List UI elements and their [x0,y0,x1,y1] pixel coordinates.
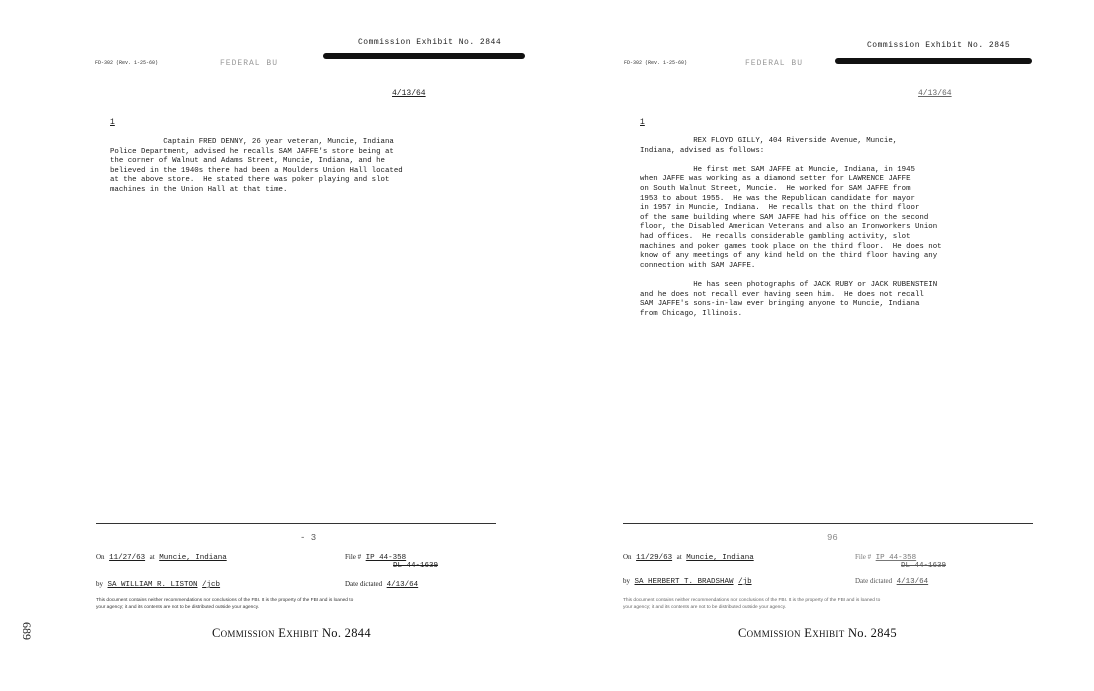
page-number: 1 [640,118,645,127]
agent-name: SA HERBERT T. BRADSHAW [634,578,734,586]
by-label: by [96,580,103,588]
exhibit-stamp: Commission Exhibit No. 2845 [867,41,1011,50]
footer-page-mark: - 3 [300,533,317,543]
stamp-redaction-bar [835,58,1032,64]
file-number-primary: IP 44-358 [365,554,407,562]
report-date: 4/13/64 [392,89,426,98]
interview-place: Muncie, Indiana [159,554,227,562]
date-dictated-block [345,580,418,589]
interview-date: 11/27/63 [109,554,146,562]
date-dictated-label: Date dictated [855,577,893,585]
date-dictated-value: 4/13/64 [896,578,929,586]
date-dictated-value: 4/13/64 [386,581,419,589]
caption-number: No. 2845 [847,626,897,640]
fbi-disclaimer: This document contains neither recommendations nor conclusions of the FBI. It is the property of the FBI and is loaned to your agency; it and its contents are not to be distributed outside your agency. [623,598,881,610]
page-number: 1 [110,118,115,127]
form-number: FD-302 (Rev. 1-25-60) [624,60,688,66]
report-body: REX FLOYD GILLY, 404 Riverside Avenue, Muncie, Indiana, advised as follows: He first met SAM JAFFE at Muncie, Indiana, in 1945 when JAFFE was working as a diamond setter for LAWRENCE JAFFE on South Walnut Street, Muncie. He worked for SAM JAFFE from 1953 to about 1955. He was the Republican candidate for mayor in 1957 in Muncie, Indiana. He recalls that on the third floor of the same building where SAM JAFFE had his office on the second floor, the Disabled American Veterans and also an Ironworkers Union had offices. He recalls considerable gambling activity, slot machines and poker games took place on the third floor. He does not know of any meetings of any kind held on the third floor having any connection with SAM JAFFE. He has seen photographs of JACK RUBY or JACK RUBENSTEIN and he does not recall ever having seen him. He does not recall SAM JAFFE's sons-in-law ever bringing anyone to Muncie, Indiana from Chicago, Illinois. [640,137,942,318]
caption-number: No. 2844 [321,626,371,640]
agent-initials: /jcb [202,581,221,589]
caption-title: Commission Exhibit [212,626,319,640]
exhibit-caption [738,626,897,641]
side-page-number: 689 [20,622,34,640]
faded-header: FEDERAL BU [745,59,804,68]
on-label: On [96,553,105,561]
file-label: File # [855,553,872,561]
date-dictated-block [855,577,928,586]
footer-divider [96,523,496,524]
interview-details-line [96,553,227,562]
footer-page-mark: 96 [827,533,838,543]
file-number-primary: IP 44-358 [875,554,917,562]
agent-line [623,577,752,586]
report-body: Captain FRED DENNY, 26 year veteran, Muncie, Indiana Police Department, advised he recalls SAM JAFFE's store being at the corner of Walnut and Adams Street, Muncie, Indiana, and he believed in the 1940s there had been a Moulders Union Hall located at the above store. He stated there was poker playing and slot machines in the Union Hall at that time. [110,138,403,194]
file-number-block [345,553,406,562]
form-number: FD-302 (Rev. 1-25-60) [95,60,159,66]
footer-divider [623,523,1033,524]
exhibit-caption [212,626,371,641]
file-label: File # [345,553,362,561]
fbi-disclaimer: This document contains neither recommendations nor conclusions of the FBI. It is the property of the FBI and is loaned to your agency; it and its contents are not to be distributed outside your agency. [96,598,354,610]
exhibit-page-2845 [540,0,1060,691]
file-number-secondary: DL 44-1639 [393,562,439,570]
caption-title: Commission Exhibit [738,626,845,640]
faded-header: FEDERAL BU [220,59,279,68]
agent-initials: /jb [738,578,752,586]
at-label: at [149,553,155,561]
exhibit-stamp: Commission Exhibit No. 2844 [358,38,502,47]
on-label: On [623,553,632,561]
report-date: 4/13/64 [918,89,952,98]
agent-name: SA WILLIAM R. LISTON [107,581,198,589]
interview-date: 11/29/63 [636,554,673,562]
at-label: at [676,553,682,561]
file-number-block [855,553,916,562]
agent-line [96,580,220,589]
by-label: by [623,577,630,585]
interview-place: Muncie, Indiana [686,554,754,562]
exhibit-page-2844 [0,0,520,691]
file-number-secondary: DL 44-1639 [901,562,947,570]
interview-details-line [623,553,754,562]
stamp-redaction-bar [323,53,525,59]
date-dictated-label: Date dictated [345,580,383,588]
